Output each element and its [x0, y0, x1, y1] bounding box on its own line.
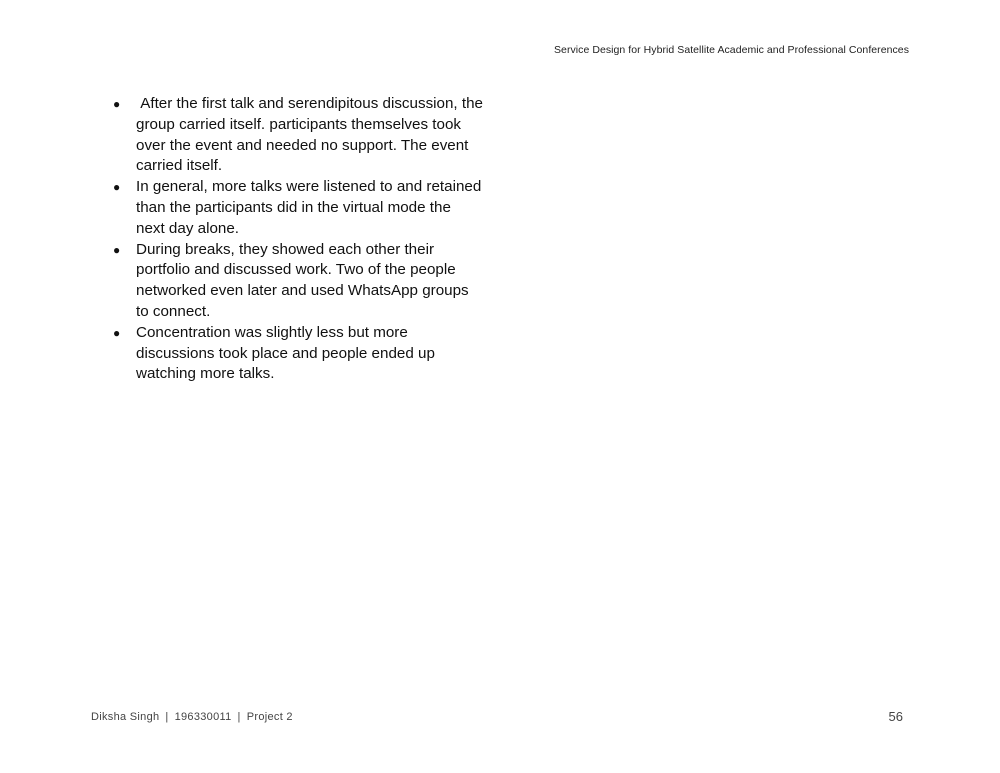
- running-header-title: Service Design for Hybrid Satellite Academic and Professional Conferences: [554, 44, 909, 56]
- bullet-item-2: [111, 177, 483, 239]
- findings-bullet-list: [111, 94, 488, 385]
- footer-project: Project 2: [246, 711, 293, 723]
- footer-credits: [91, 711, 293, 723]
- bullet-text: Concentration was slightly less but more discussions took place and people ended up watching more talks.: [136, 323, 435, 383]
- bullet-item-1: [111, 94, 488, 177]
- bullet-dot-icon: ●: [113, 97, 121, 111]
- footer-separator: |: [237, 711, 241, 723]
- bullet-text: After the first talk and serendipitous discussion, the group carried itself. participants themselves took over the event and needed no support. The event carried itself.: [136, 95, 488, 175]
- footer-student-id: 196330011: [174, 711, 232, 723]
- bullet-text: During breaks, they showed each other their portfolio and discussed work. Two of the people networked even later and used WhatsApp groups to connect.: [136, 240, 469, 320]
- bullet-item-4: [111, 323, 483, 385]
- bullet-dot-icon: ●: [113, 242, 121, 257]
- page-number: 56: [888, 709, 903, 724]
- bullet-dot-icon: ●: [113, 180, 121, 195]
- footer-separator: |: [165, 711, 169, 723]
- bullet-item-3: [111, 240, 483, 323]
- bullet-dot-icon: ●: [113, 325, 121, 340]
- bullet-text: In general, more talks were listened to and retained than the participants did in the virtual mode the next day alone.: [136, 178, 482, 237]
- footer-author: Diksha Singh: [91, 711, 160, 723]
